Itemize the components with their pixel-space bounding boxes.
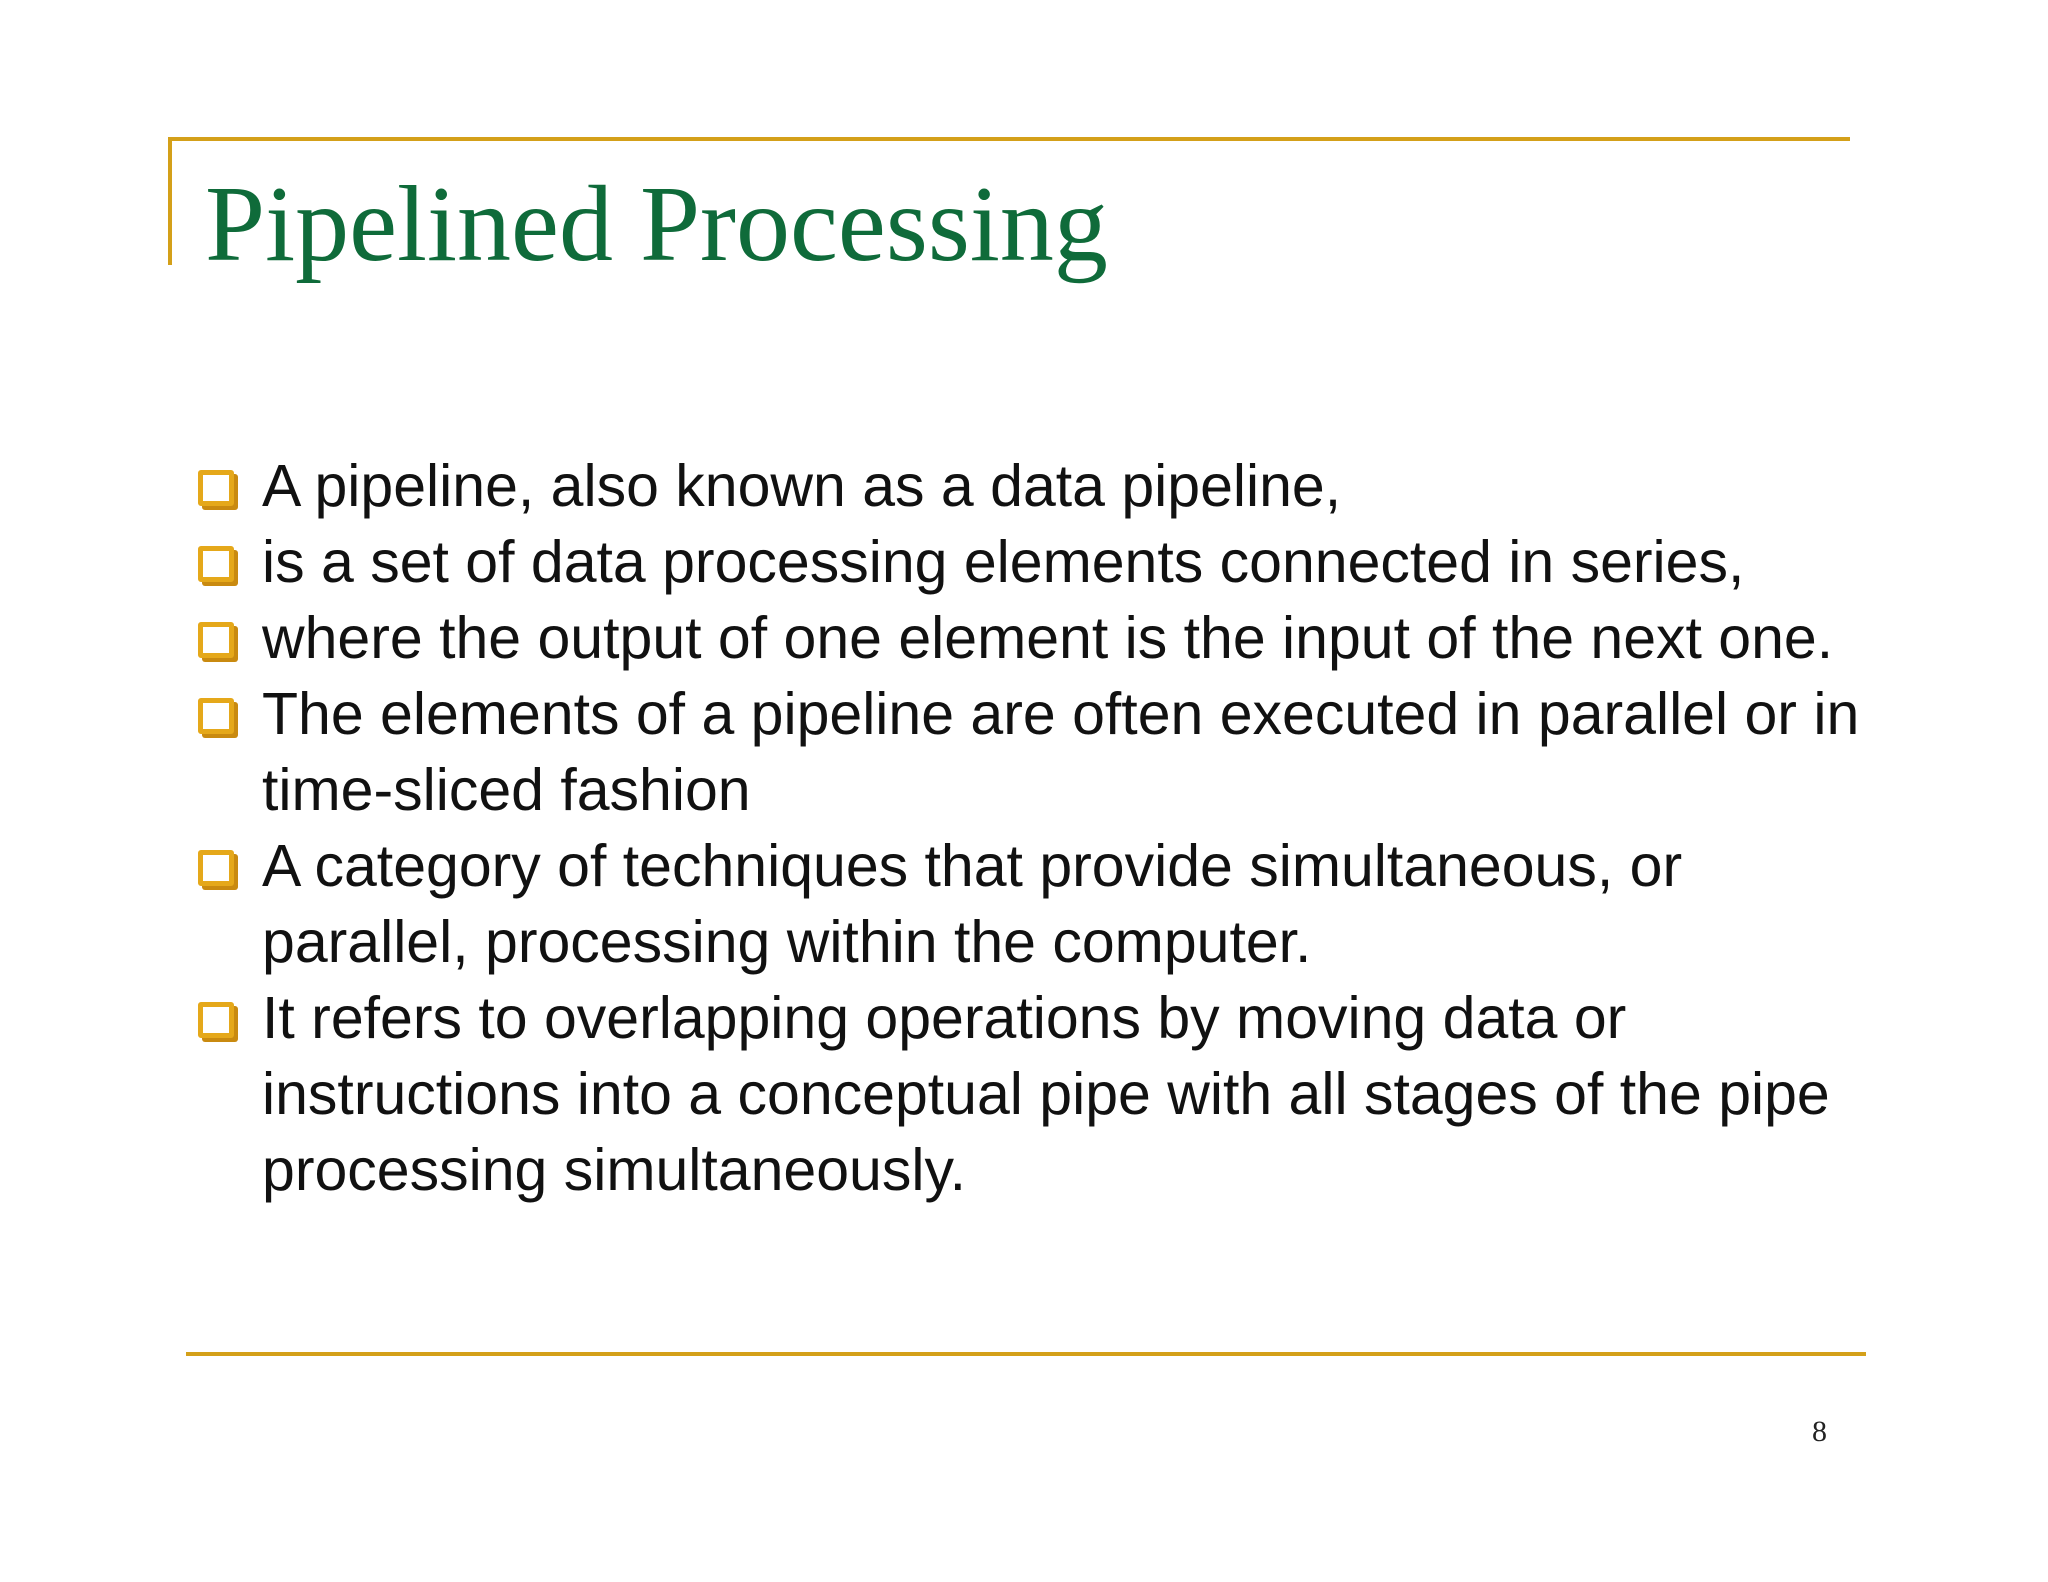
bullet-text: where the output of one element is the input of the next one. — [262, 605, 1834, 671]
bullet-item — [198, 676, 1898, 828]
bullet-text: A pipeline, also known as a data pipeline, — [262, 453, 1342, 519]
bullet-text: It refers to overlapping operations by moving data or instructions into a conceptual pipe with all stages of the pipe processing simultaneously. — [262, 985, 1830, 1203]
bullet-item — [198, 600, 1898, 676]
title-left-rule — [168, 137, 172, 265]
checkbox-square-icon — [198, 622, 234, 658]
bullet-list — [198, 448, 1898, 1208]
checkbox-square-icon — [198, 698, 234, 734]
checkbox-square-icon — [198, 850, 234, 886]
bullet-item — [198, 448, 1898, 524]
footer-rule — [186, 1352, 1866, 1356]
bullet-item — [198, 828, 1898, 980]
bullet-text: The elements of a pipeline are often executed in parallel or in time-sliced fashion — [262, 681, 1860, 823]
slide-title: Pipelined Processing — [205, 165, 1108, 284]
checkbox-square-icon — [198, 1002, 234, 1038]
checkbox-square-icon — [198, 470, 234, 506]
title-top-rule — [168, 137, 1850, 141]
bullet-item — [198, 980, 1898, 1208]
page-number: 8 — [1812, 1415, 1827, 1448]
checkbox-square-icon — [198, 546, 234, 582]
bullet-item — [198, 524, 1898, 600]
bullet-text: A category of techniques that provide simultaneous, or parallel, processing within the computer. — [262, 833, 1683, 975]
bullet-text: is a set of data processing elements connected in series, — [262, 529, 1745, 595]
